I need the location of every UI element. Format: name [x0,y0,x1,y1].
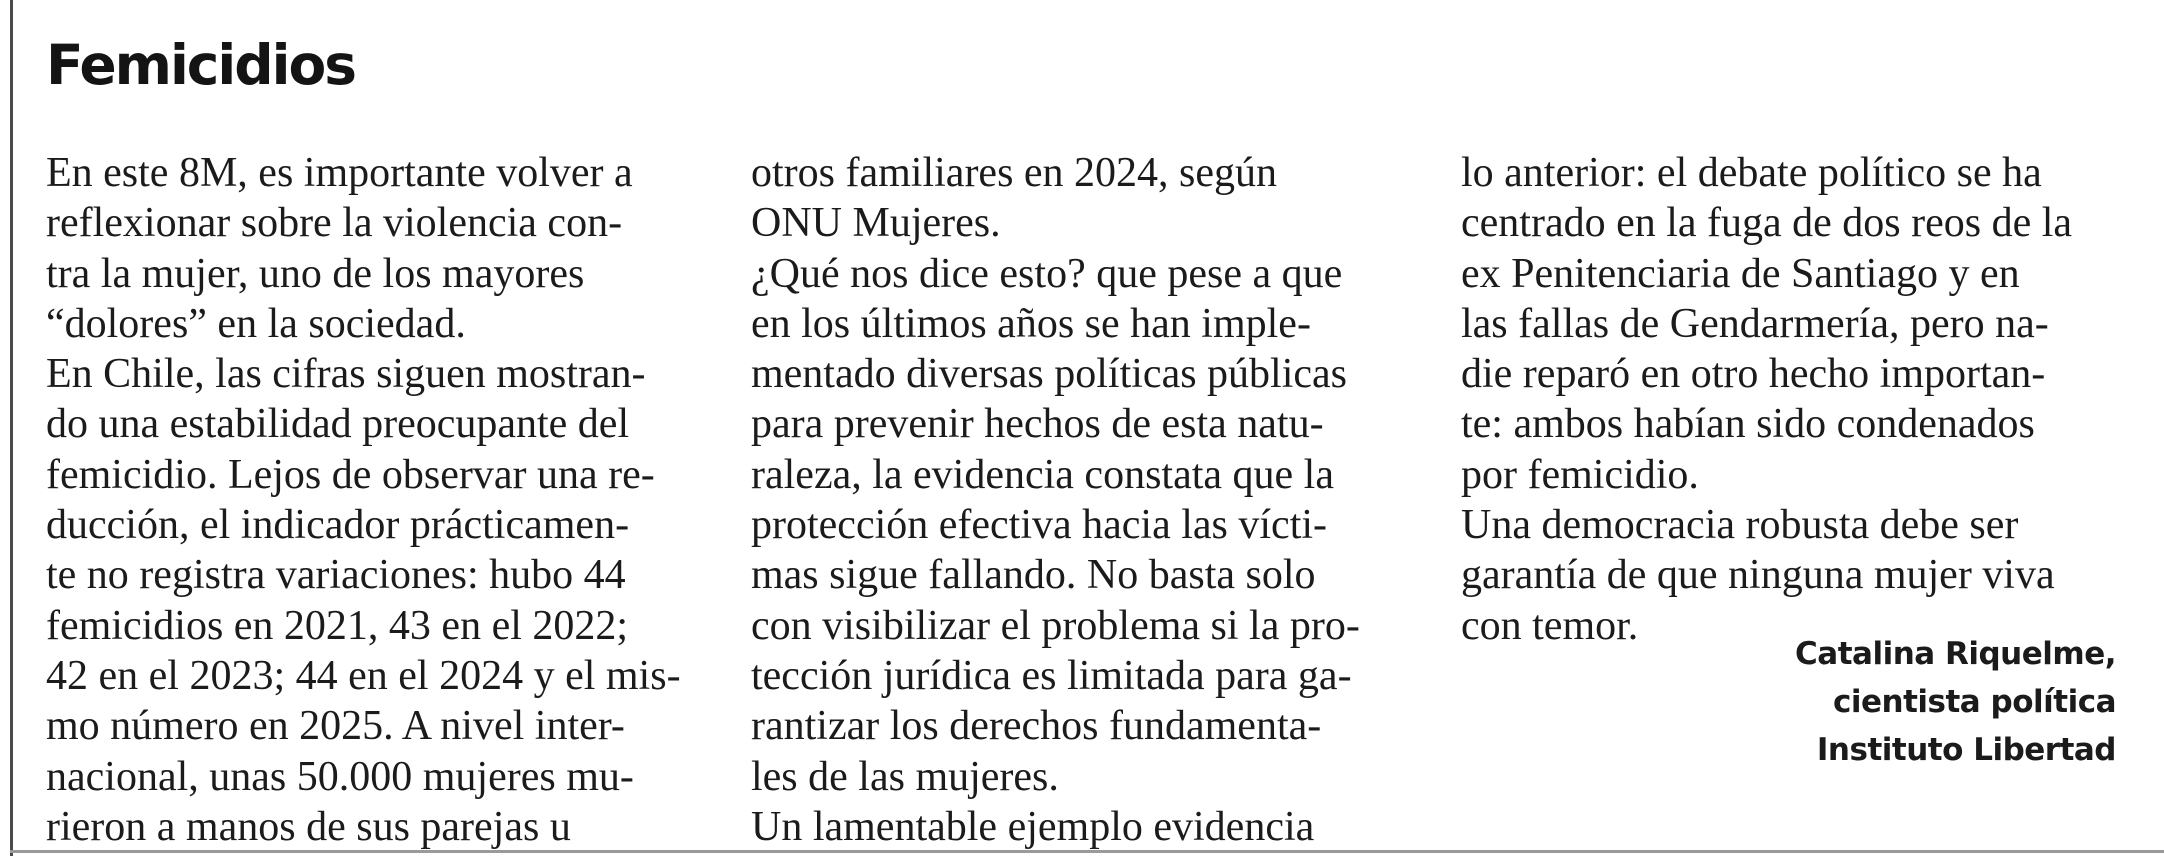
column-2-paragraph-1: otros familiares en 2024, según ONU Mujeres. [751,150,1278,247]
column-3-paragraph-1: lo anterior: el debate político se ha centrado en la fuga de dos reos de la ex Penitenciaria de Santiago y en las fallas de Gendarmería, pero na- die reparó en otro hecho importan- te: ambos habían sido condenados por femicidio. [1461,150,2073,498]
author-name: Catalina Riquelme, [1795,636,2116,672]
page-border-left [10,0,13,856]
article-column-3 [1461,148,2121,651]
article-column-1 [46,148,706,852]
column-2-paragraph-2: ¿Qué nos dice esto? que pese a que en los últimos años se han imple- mentado diversas políticas públicas para prevenir hechos de esta natu- raleza, la evidencia constata que la protección efectiva hacia las vícti- mas sigue fallando. No basta solo con visibilizar el problema si la pro- tección jurídica es limitada para ga- rantizar los derechos fundamenta- les de las mujeres. [751,250,1360,800]
column-3-paragraph-2: Una democracia robusta debe ser garantía de que ninguna mujer viva con temor. [1461,502,2055,649]
column-1-paragraph-1: En este 8M, es importante volver a reflexionar sobre la violencia con- tra la mujer, uno de los mayores “dolores” en la sociedad. [46,150,633,347]
author-role: cientista política [1832,684,2116,720]
column-1-paragraph-2: En Chile, las cifras siguen mostran- do una estabilidad preocupante del femicidio. Lejos de observar una re- ducción, el indicador prácticamen- te no registra variaciones: hubo 44 femicidios en 2021, 43 en el 2022; 42 en el 2023; 44 en el 2024 y el mis- mo número en 2025. A nivel inter- nacional, unas 50.000 mujeres mu- rieron a manos de sus parejas u [46,351,681,850]
column-2-paragraph-3: Un lamentable ejemplo evidencia [751,803,1315,850]
article-column-2 [751,148,1411,852]
article-headline: Femicidios [46,33,356,97]
author-signature [1795,630,2116,774]
author-organization: Instituto Libertad [1816,732,2116,768]
